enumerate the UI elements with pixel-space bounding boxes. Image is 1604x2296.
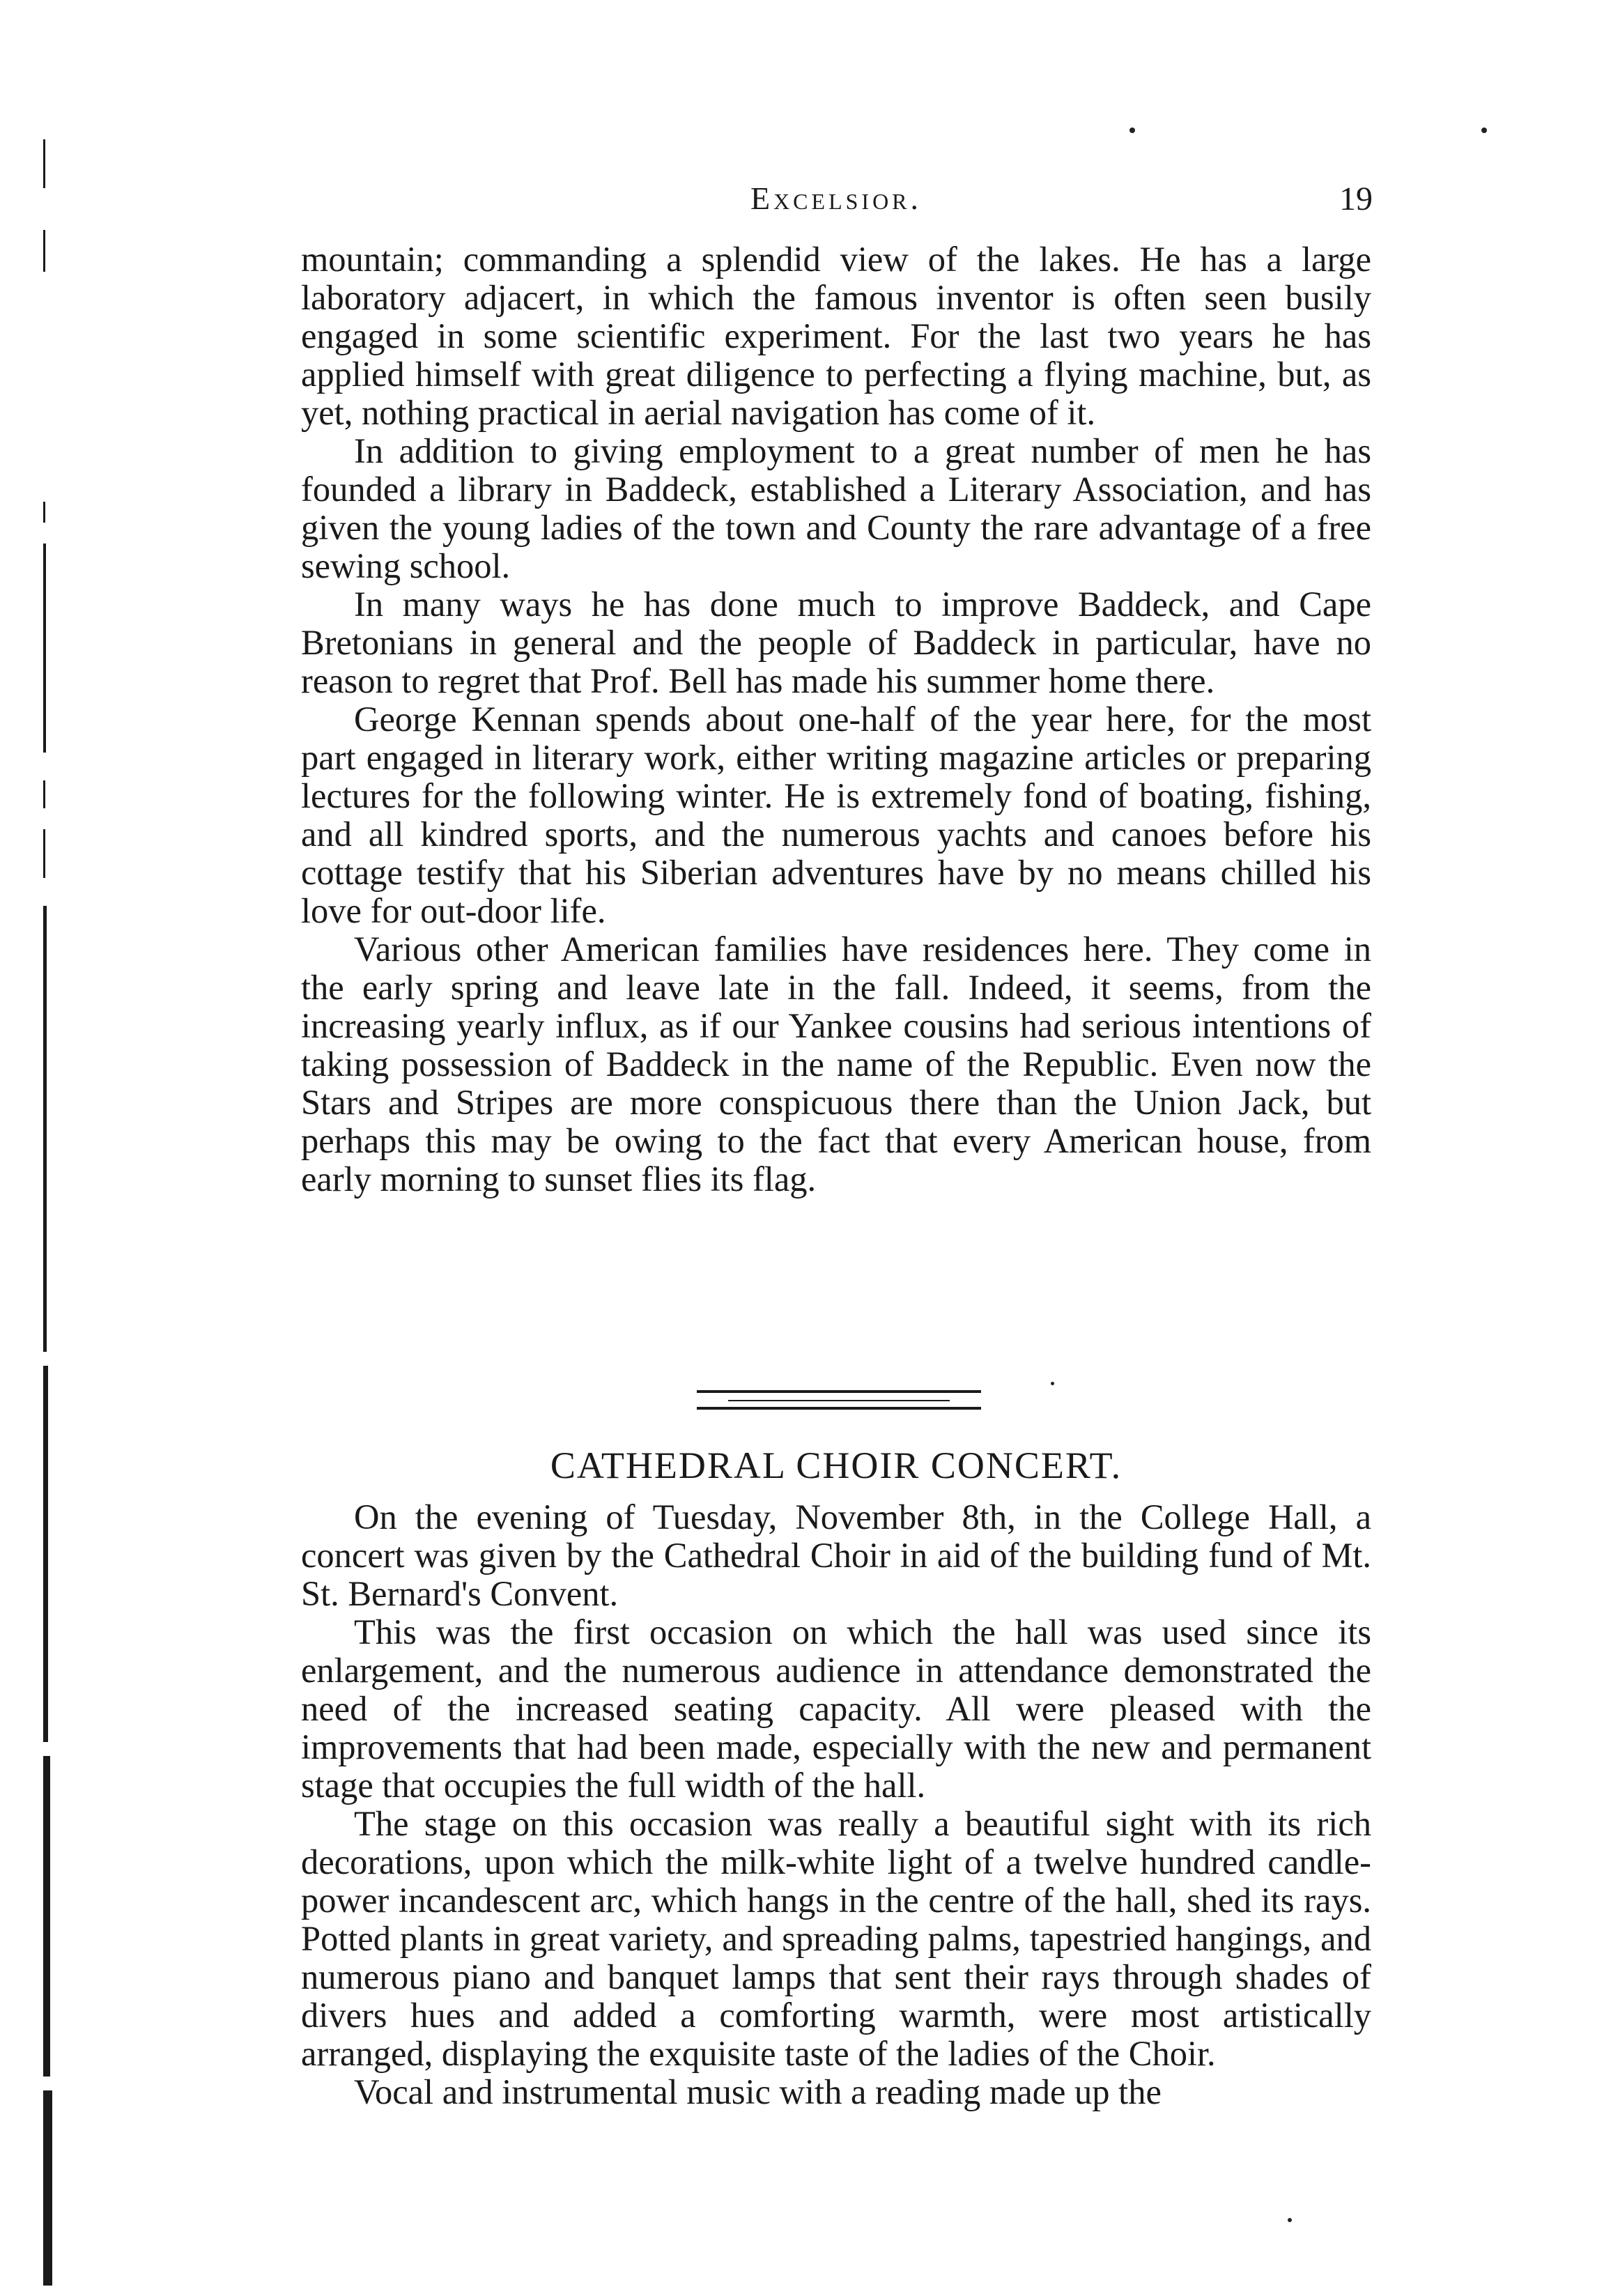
binding-edge <box>43 139 53 2286</box>
scan-speck <box>1129 128 1135 133</box>
scan-speck <box>1481 128 1487 133</box>
divider-line <box>728 1400 950 1401</box>
article-heading: CATHEDRAL CHOIR CONCERT. <box>550 1444 1123 1486</box>
paragraph: mountain; commanding a splendid view of the lakes. He has a large laboratory adjacert, in which the famous inventor is often seen busily engaged in some scientific experiment. For the last two years he has applied himself with great diligence to perfecting a flying machine, but, as yet, nothing practical in aerial navigation has come of it. <box>301 240 1371 432</box>
article-continued <box>301 240 1371 1199</box>
paragraph: George Kennan spends about one-half of the year here, for the most part engaged in literary work, either writing magazine articles or preparing lectures for the following winter. He is extremely fond of boating, fishing, and all kindred sports, and the numerous yachts and canoes before his cottage testify that his Siberian adventures have by no means chilled his love for out-door life. <box>301 700 1371 930</box>
paragraph: This was the first occasion on which the hall was used since its enlargement, and the numerous audience in attendance demonstrated the need of the increased seating capacity. All were pleased with the improvements that had been made, especially with the new and permanent stage that occupies the full width of the hall. <box>301 1612 1371 1805</box>
scan-speck <box>1051 1382 1054 1385</box>
divider-line <box>697 1390 981 1393</box>
page-number: 19 <box>1339 180 1373 217</box>
running-title: Excelsior. <box>750 180 923 216</box>
section-divider <box>697 1390 981 1417</box>
paragraph: The stage on this occasion was really a beautiful sight with its rich decorations, upon which the milk-white light of a twelve hundred candle-power incandescent arc, which hangs in the centre of the hall, shed its rays. Potted plants in great variety, and spreading palms, tapestried hangings, and numerous piano and banquet lamps that sent their rays through shades of divers hues and added a comforting warmth, were most artistically arranged, displaying the exquisite taste of the ladies of the Choir. <box>301 1804 1371 2073</box>
article-body <box>301 1498 1371 2111</box>
scan-speck <box>1288 2218 1292 2222</box>
divider-line <box>697 1407 981 1410</box>
paragraph: Various other American families have residences here. They come in the early spring and leave late in the fall. Indeed, it seems, from the increasing yearly influx, as if our Yankee cousins had serious intentions of taking possession of Baddeck in the name of the Republic. Even now the Stars and Stripes are more conspicuous there than the Union Jack, but perhaps this may be owing to the fact that every American house, from early morning to sunset flies its flag. <box>301 930 1371 1199</box>
paragraph: On the evening of Tuesday, November 8th, in the College Hall, a concert was given by the Cathedral Choir in aid of the building fund of Mt. St. Bernard's Convent. <box>301 1497 1371 1613</box>
running-head <box>300 180 1373 222</box>
paragraph: In addition to giving employment to a great number of men he has founded a library in Baddeck, established a Literary Association, and has given the young ladies of the town and County the rare advantage of a free sewing school. <box>301 431 1371 585</box>
paragraph: In many ways he has done much to improve Baddeck, and Cape Bretonians in general and the people of Baddeck in particular, have no reason to regret that Prof. Bell has made his summer home there. <box>301 585 1371 700</box>
paragraph: Vocal and instrumental music with a reading made up the <box>354 2072 1162 2111</box>
